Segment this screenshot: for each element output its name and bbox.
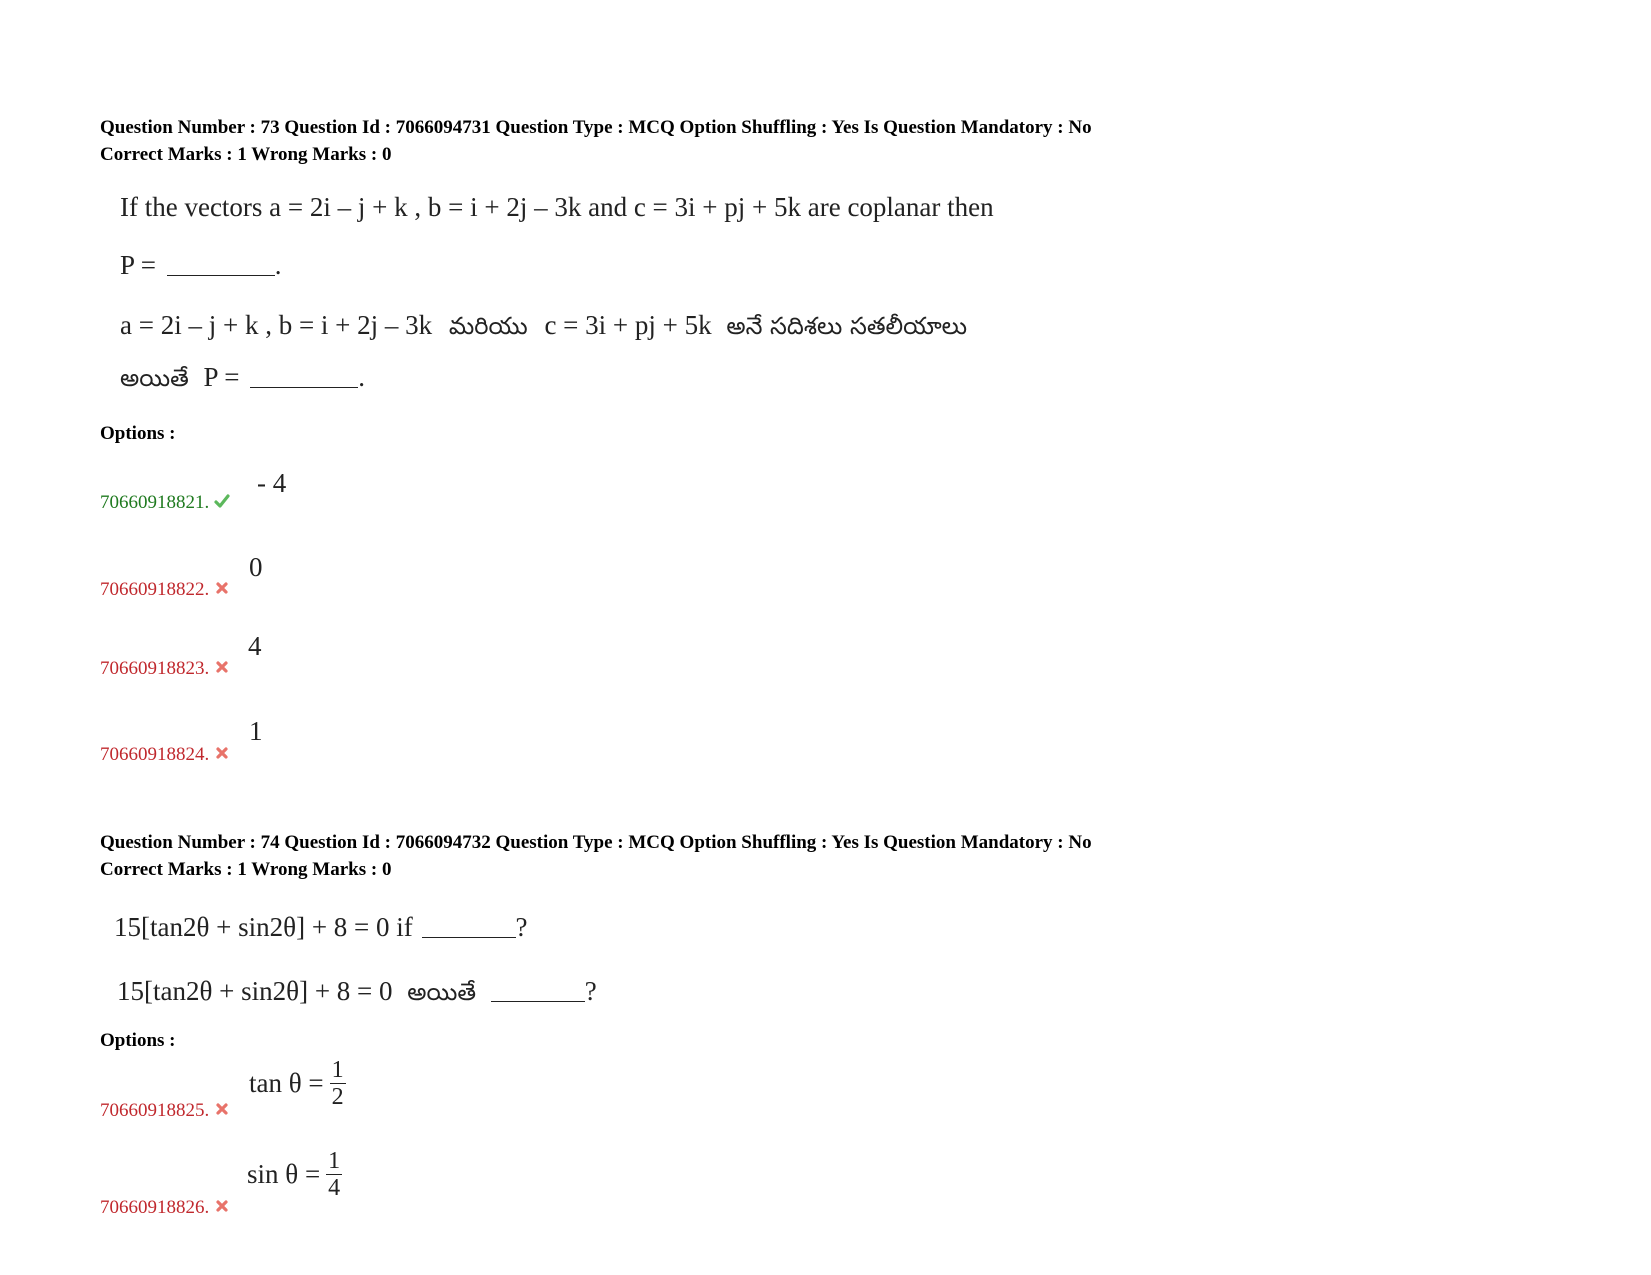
option-row	[100, 579, 230, 601]
question-mark: ?	[584, 976, 597, 1006]
fraction-denominator: 2	[331, 1084, 344, 1110]
option-value	[249, 1057, 346, 1110]
telugu-and: మరియు	[448, 312, 528, 340]
option-row	[100, 658, 230, 680]
check-icon	[214, 493, 230, 509]
option-row	[100, 744, 230, 766]
telugu-coplanar-phrase: అనే సదిశలు సతలీయాలు	[726, 312, 967, 340]
vectors-ab: a = 2i – j + k , b = i + 2j – 3k	[120, 310, 433, 340]
fraction-denominator: 4	[328, 1175, 341, 1201]
telugu-then: అయితే	[407, 978, 477, 1006]
question-73-text-english: If the vectors a = 2i – j + k , b = i + 2j – 3k and c = 3i + pj + 5k are coplanar then	[120, 192, 994, 222]
vector-c: c = 3i + pj + 5k	[544, 310, 712, 340]
question-73-text-english-answer-line: P = .	[120, 250, 282, 280]
options-label: Options :	[100, 1030, 176, 1051]
options-label: Options :	[100, 423, 176, 444]
question-73-text-telugu	[120, 310, 967, 346]
option-row	[100, 1197, 230, 1219]
answer-blank	[250, 365, 358, 388]
fraction	[330, 1057, 346, 1110]
cross-icon	[214, 659, 230, 675]
option-row	[100, 1100, 230, 1122]
fraction-numerator: 1	[331, 1057, 344, 1083]
p-equals: P =	[203, 362, 240, 392]
question-73-marks: Correct Marks : 1 Wrong Marks : 0	[100, 144, 392, 165]
question-73-p-equals: P =	[120, 250, 156, 280]
question-74-text-telugu	[117, 976, 597, 1012]
question-74-meta: Question Number : 74 Question Id : 7066094732 Question Type : MCQ Option Shuffling : Yes Is Question Mandatory : No	[100, 832, 1092, 853]
cross-icon	[214, 580, 230, 596]
question-mark: ?	[515, 912, 528, 942]
option-value: - 4	[257, 468, 287, 498]
option-value: 0	[249, 552, 263, 582]
equation-english: 15[tan2θ + sin2θ] + 8 = 0 if	[114, 912, 413, 942]
option-id: 70660918826.	[100, 1197, 210, 1218]
equation-telugu: 15[tan2θ + sin2θ] + 8 = 0	[117, 976, 393, 1006]
option-value	[247, 1148, 342, 1201]
fraction-numerator: 1	[328, 1148, 341, 1174]
option-id: 70660918822.	[100, 579, 210, 600]
option-id: 70660918823.	[100, 658, 210, 679]
cross-icon	[214, 1101, 230, 1117]
option-id: 70660918821.	[100, 492, 210, 513]
option-lhs: tan θ =	[249, 1068, 324, 1098]
telugu-then: అయితే	[120, 364, 189, 392]
answer-blank	[422, 915, 516, 938]
option-id: 70660918825.	[100, 1100, 210, 1121]
question-73-text-telugu-answer-line: అయితే P = .	[120, 362, 365, 392]
question-74-marks: Correct Marks : 1 Wrong Marks : 0	[100, 859, 392, 880]
option-lhs: sin θ =	[247, 1159, 321, 1189]
option-id: 70660918824.	[100, 744, 210, 765]
fraction	[326, 1148, 342, 1201]
option-row	[100, 492, 230, 514]
question-74-text-english	[114, 912, 528, 943]
cross-icon	[214, 745, 230, 761]
option-value: 4	[248, 631, 262, 661]
option-value: 1	[249, 716, 263, 746]
question-73-meta: Question Number : 73 Question Id : 7066094731 Question Type : MCQ Option Shuffling : Yes Is Question Mandatory : No	[100, 117, 1092, 138]
answer-blank	[491, 979, 585, 1002]
answer-blank	[167, 253, 275, 276]
cross-icon	[214, 1198, 230, 1214]
